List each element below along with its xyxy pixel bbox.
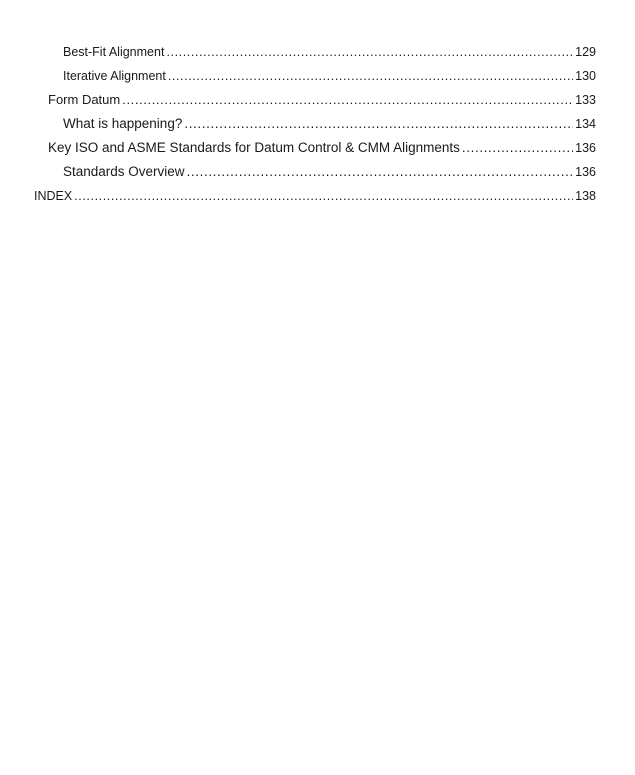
toc-leader-dots — [168, 64, 573, 88]
table-of-contents — [34, 40, 596, 208]
toc-entry-key-iso-asme-standards[interactable] — [34, 136, 596, 160]
toc-entry-page-number: 130 — [575, 69, 596, 83]
toc-entry-what-is-happening[interactable] — [34, 112, 596, 136]
toc-entry-page-number: 134 — [575, 117, 596, 131]
toc-entry-title: Iterative Alignment — [63, 69, 166, 83]
toc-entry-best-fit-alignment[interactable] — [34, 40, 596, 64]
toc-entry-page-number: 136 — [575, 165, 596, 179]
toc-entry-form-datum[interactable] — [34, 88, 596, 112]
toc-entry-title: Best-Fit Alignment — [63, 45, 165, 59]
toc-leader-dots — [122, 88, 573, 112]
toc-leader-dots — [187, 160, 574, 184]
toc-entry-title: What is happening? — [63, 116, 183, 131]
toc-entry-iterative-alignment[interactable] — [34, 64, 596, 88]
toc-entry-index[interactable] — [34, 184, 596, 208]
toc-entry-title: Key ISO and ASME Standards for Datum Control & CMM Alignments — [48, 140, 460, 155]
toc-entry-title: Form Datum — [48, 92, 121, 107]
toc-entry-title: Standards Overview — [63, 164, 185, 179]
toc-entry-page-number: 133 — [575, 93, 596, 107]
toc-entry-page-number: 136 — [575, 141, 596, 155]
toc-leader-dots — [74, 184, 573, 208]
toc-entry-page-number: 129 — [575, 45, 596, 59]
toc-entry-page-number: 138 — [575, 189, 596, 203]
toc-entry-standards-overview[interactable] — [34, 160, 596, 184]
toc-leader-dots — [462, 136, 573, 160]
toc-leader-dots — [166, 40, 573, 64]
toc-leader-dots — [184, 112, 573, 136]
toc-entry-title: INDEX — [34, 189, 73, 203]
